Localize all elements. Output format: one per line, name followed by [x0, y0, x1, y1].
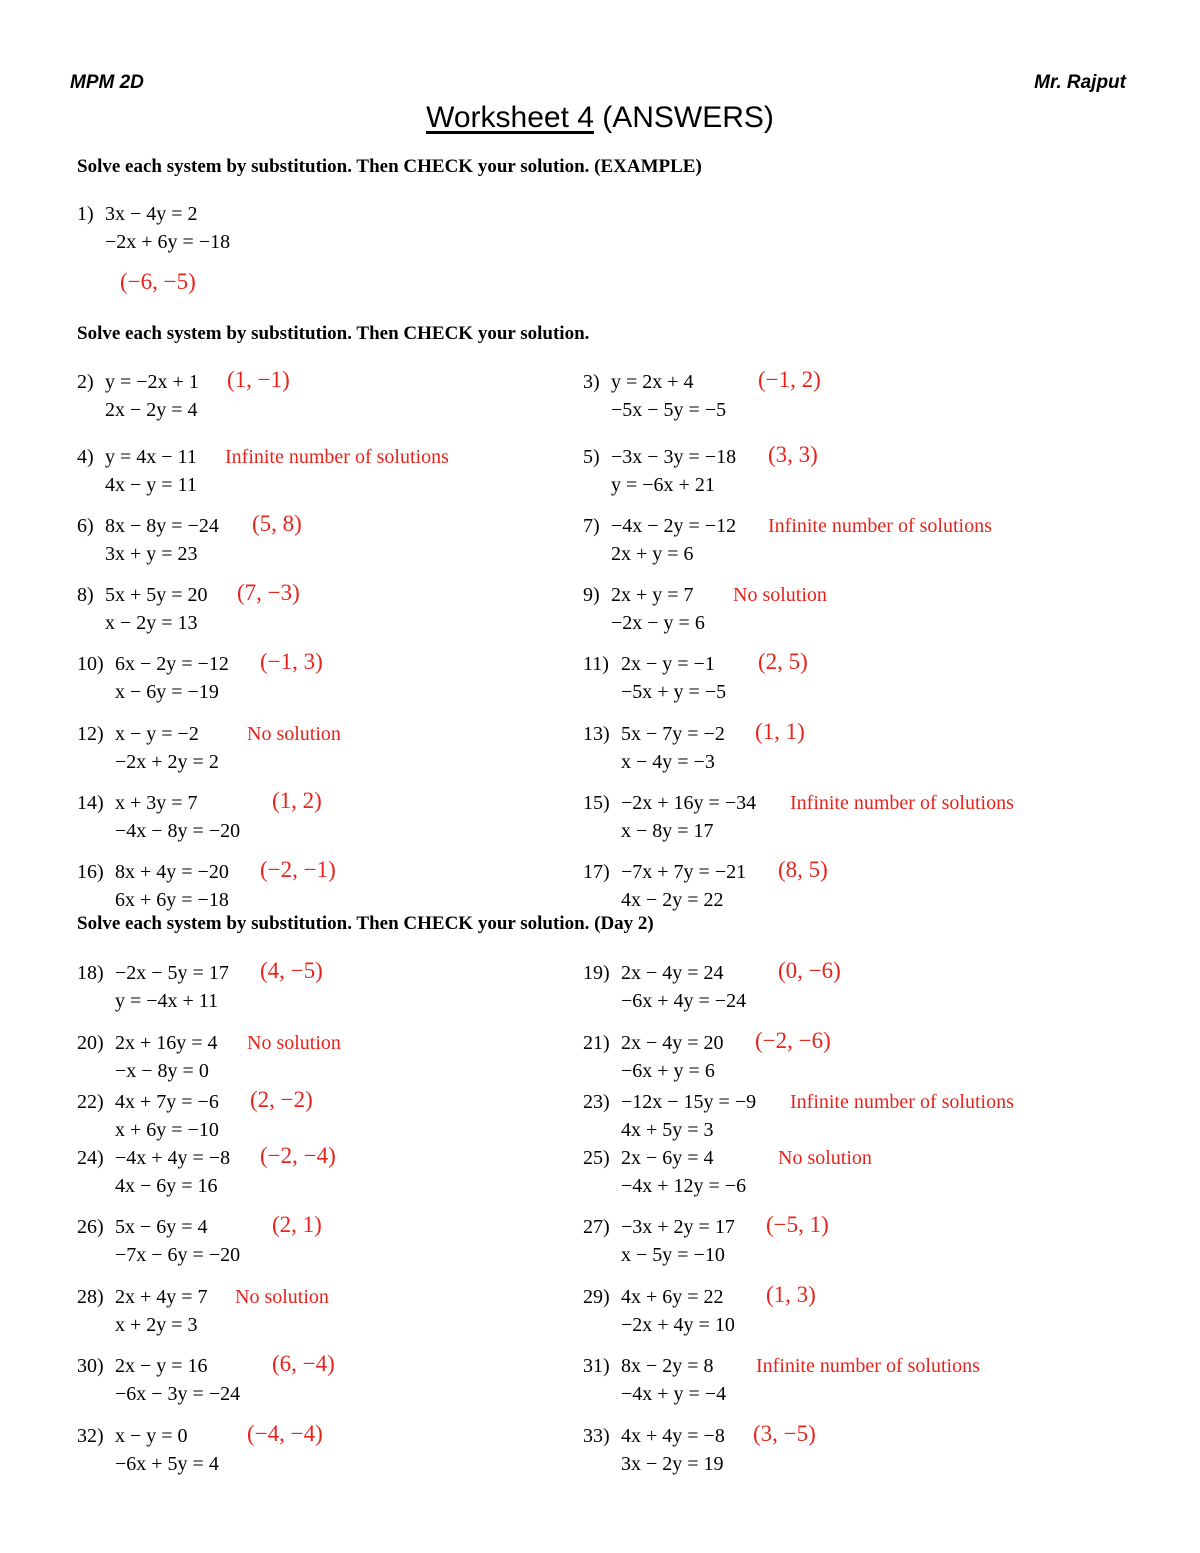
- answer-text: (1, 2): [272, 788, 322, 813]
- equation-2: 4x + 5y = 3: [621, 1119, 714, 1141]
- equation-2: x − 6y = −19: [115, 681, 219, 703]
- problem-number: 33): [583, 1425, 610, 1447]
- equation-2: 4x − y = 11: [105, 474, 197, 496]
- problem-item: [77, 512, 547, 570]
- equation-2: x − 4y = −3: [621, 751, 715, 773]
- answer-text: No solution: [778, 1147, 872, 1169]
- answer-text: Infinite number of solutions: [756, 1355, 980, 1377]
- equation-2: y = −6x + 21: [611, 474, 715, 496]
- equation-1: 2x − y = −1: [621, 653, 715, 675]
- problem-item: [77, 443, 547, 501]
- problem-item: [77, 1088, 547, 1146]
- equation-1: −3x − 3y = −18: [611, 446, 737, 468]
- equation-2: −4x + 12y = −6: [621, 1175, 747, 1197]
- equation-2: −6x + y = 6: [621, 1060, 715, 1082]
- equation-1: −2x + 16y = −34: [621, 792, 757, 814]
- problem-number: 28): [77, 1286, 104, 1308]
- answer-text: (0, −6): [778, 958, 841, 983]
- problem-number: 13): [583, 723, 610, 745]
- equation-1: −4x + 4y = −8: [115, 1147, 231, 1169]
- problem-item: [583, 1029, 1053, 1087]
- equation-1: 5x + 5y = 20: [105, 584, 208, 606]
- equation-1: 4x + 7y = −6: [115, 1091, 219, 1113]
- equation-2: 2x − 2y = 4: [105, 399, 198, 421]
- equation-1: −3x + 2y = 17: [621, 1216, 735, 1238]
- equation-2: −6x + 4y = −24: [621, 990, 747, 1012]
- equation-2: x − 2y = 13: [105, 612, 198, 634]
- equation-1: 2x − 4y = 20: [621, 1032, 724, 1054]
- equation-2: 2x + y = 6: [611, 543, 694, 565]
- problem-number: 15): [583, 792, 610, 814]
- answer-text: (1, 3): [766, 1282, 816, 1307]
- answer-text: (4, −5): [260, 958, 323, 983]
- answer-text: (−1, 2): [758, 367, 821, 392]
- answer-text: No solution: [733, 584, 827, 606]
- problem-item: [77, 581, 547, 639]
- equation-1: 2x − y = 16: [115, 1355, 208, 1377]
- answer-text: No solution: [247, 1032, 341, 1054]
- problem-number: 12): [77, 723, 104, 745]
- problem-item: [583, 1283, 1053, 1341]
- equation-2: x + 2y = 3: [115, 1314, 198, 1336]
- problem-number: 26): [77, 1216, 104, 1238]
- problem-item: [583, 789, 1053, 847]
- problem-number: 8): [77, 584, 94, 606]
- answer-text: (−5, 1): [766, 1212, 829, 1237]
- equation-1: 2x + y = 7: [611, 584, 694, 606]
- equation-1: x − y = −2: [115, 723, 199, 745]
- problem-number: 5): [583, 446, 600, 468]
- answer-text: (2, −2): [250, 1087, 313, 1112]
- equation-1: 2x − 6y = 4: [621, 1147, 714, 1169]
- equation-2: −6x − 3y = −24: [115, 1383, 241, 1405]
- problem-item: [77, 1422, 547, 1480]
- equation-1: y = 2x + 4: [611, 371, 694, 393]
- problem-item: [77, 720, 547, 778]
- problem-number: 29): [583, 1286, 610, 1308]
- example-answer: (−6, −5): [120, 269, 196, 294]
- problem-item: [77, 1029, 547, 1087]
- problem-number: 3): [583, 371, 600, 393]
- equation-2: 3x + y = 23: [105, 543, 198, 565]
- problem-item: [77, 858, 547, 916]
- title-main: Worksheet 4: [426, 101, 594, 134]
- equation-2: −4x − 8y = −20: [115, 820, 241, 842]
- equation-1: x + 3y = 7: [115, 792, 198, 814]
- answer-text: (3, 3): [768, 442, 818, 467]
- equation-2: x + 6y = −10: [115, 1119, 219, 1141]
- equation-1: −12x − 15y = −9: [621, 1091, 757, 1113]
- equation-2: −5x − 5y = −5: [611, 399, 727, 421]
- problem-number: 23): [583, 1091, 610, 1113]
- equation-1: 8x − 8y = −24: [105, 515, 219, 537]
- answer-text: (−4, −4): [247, 1421, 323, 1446]
- problem-number: 25): [583, 1147, 610, 1169]
- answer-text: No solution: [235, 1286, 329, 1308]
- equation-2: −5x + y = −5: [621, 681, 727, 703]
- problem-item: [583, 443, 1053, 501]
- equation-1: 2x − 4y = 24: [621, 962, 724, 984]
- problem-item: [583, 650, 1053, 708]
- problem-number: 14): [77, 792, 104, 814]
- answer-text: Infinite number of solutions: [790, 792, 1014, 814]
- answer-text: (3, −5): [753, 1421, 816, 1446]
- equation-2: x − 5y = −10: [621, 1244, 725, 1266]
- problem-item: [583, 581, 1053, 639]
- example-problem: [77, 200, 477, 260]
- equation-1: 5x − 6y = 4: [115, 1216, 208, 1238]
- equation-1: 2x + 4y = 7: [115, 1286, 208, 1308]
- problem-item: [77, 1352, 547, 1410]
- equation-2: −x − 8y = 0: [115, 1060, 209, 1082]
- problem-number: 19): [583, 962, 610, 984]
- equation-1: 8x + 4y = −20: [115, 861, 229, 883]
- equation-1: −7x + 7y = −21: [621, 861, 747, 883]
- problem-item: [77, 789, 547, 847]
- equation-1: 2x + 16y = 4: [115, 1032, 218, 1054]
- answer-text: (−2, −4): [260, 1143, 336, 1168]
- problem-number: 6): [77, 515, 94, 537]
- equation-1: 3x − 4y = 2: [105, 203, 198, 225]
- problem-item: [583, 959, 1053, 1017]
- instruction-part2: Solve each system by substitution. Then CHECK your solution. (Day 2): [77, 913, 654, 934]
- equation-1: y = 4x − 11: [105, 446, 197, 468]
- problem-item: [583, 1144, 1053, 1202]
- problem-item: [583, 1422, 1053, 1480]
- equation-2: 6x + 6y = −18: [115, 889, 229, 911]
- problem-number: 21): [583, 1032, 610, 1054]
- problem-number: 31): [583, 1355, 610, 1377]
- problem-number: 16): [77, 861, 104, 883]
- equation-2: −2x − y = 6: [611, 612, 705, 634]
- answer-text: (2, 1): [272, 1212, 322, 1237]
- problem-number: 24): [77, 1147, 104, 1169]
- problem-item: [77, 959, 547, 1017]
- problem-number: 30): [77, 1355, 104, 1377]
- answer-text: (5, 8): [252, 511, 302, 536]
- equation-2: −6x + 5y = 4: [115, 1453, 219, 1475]
- problem-number: 1): [77, 203, 94, 225]
- problem-item: [583, 858, 1053, 916]
- answer-text: (7, −3): [237, 580, 300, 605]
- equation-2: 3x − 2y = 19: [621, 1453, 724, 1475]
- answer-text: (−1, 3): [260, 649, 323, 674]
- answer-text: (1, 1): [755, 719, 805, 744]
- equation-2: 4x − 2y = 22: [621, 889, 724, 911]
- answer-text: (−2, −1): [260, 857, 336, 882]
- answer-text: (6, −4): [272, 1351, 335, 1376]
- answer-text: Infinite number of solutions: [790, 1091, 1014, 1113]
- equation-2: −7x − 6y = −20: [115, 1244, 241, 1266]
- equation-1: 4x + 4y = −8: [621, 1425, 725, 1447]
- equation-1: x − y = 0: [115, 1425, 188, 1447]
- problem-item: [77, 368, 547, 426]
- problem-item: [77, 1144, 547, 1202]
- problem-item: [77, 650, 547, 708]
- problem-number: 32): [77, 1425, 104, 1447]
- problem-number: 2): [77, 371, 94, 393]
- problem-item: [583, 1213, 1053, 1271]
- problem-number: 11): [583, 653, 609, 675]
- problem-item: [77, 1213, 547, 1271]
- answer-text: No solution: [247, 723, 341, 745]
- problem-item: [583, 1088, 1053, 1146]
- problem-number: 10): [77, 653, 104, 675]
- problem-item: [77, 1283, 547, 1341]
- equation-1: −2x − 5y = 17: [115, 962, 229, 984]
- problem-item: [583, 512, 1053, 570]
- equation-1: 8x − 2y = 8: [621, 1355, 714, 1377]
- equation-2: −2x + 6y = −18: [105, 231, 231, 253]
- course-code: MPM 2D: [70, 72, 144, 93]
- instruction-part1: Solve each system by substitution. Then CHECK your solution.: [77, 323, 590, 344]
- answer-text: (8, 5): [778, 857, 828, 882]
- page-title: [0, 101, 1200, 135]
- equation-1: −4x − 2y = −12: [611, 515, 737, 537]
- problem-number: 9): [583, 584, 600, 606]
- problem-number: 27): [583, 1216, 610, 1238]
- problem-item: [583, 1352, 1053, 1410]
- problem-item: [583, 720, 1053, 778]
- answer-text: (−2, −6): [755, 1028, 831, 1053]
- equation-2: x − 8y = 17: [621, 820, 714, 842]
- teacher-name: Mr. Rajput: [1034, 72, 1126, 93]
- answer-text: (1, −1): [227, 367, 290, 392]
- answer-text: (2, 5): [758, 649, 808, 674]
- instruction-example: Solve each system by substitution. Then CHECK your solution. (EXAMPLE): [77, 156, 702, 177]
- problem-number: 22): [77, 1091, 104, 1113]
- equation-2: −4x + y = −4: [621, 1383, 727, 1405]
- problem-number: 7): [583, 515, 600, 537]
- equation-2: −2x + 4y = 10: [621, 1314, 735, 1336]
- problem-item: [583, 368, 1053, 426]
- answer-text: Infinite number of solutions: [225, 446, 449, 468]
- answer-text: Infinite number of solutions: [768, 515, 992, 537]
- title-suffix: (ANSWERS): [593, 101, 774, 134]
- equation-1: 5x − 7y = −2: [621, 723, 725, 745]
- problem-number: 18): [77, 962, 104, 984]
- equation-2: 4x − 6y = 16: [115, 1175, 218, 1197]
- problem-number: 20): [77, 1032, 104, 1054]
- equation-1: y = −2x + 1: [105, 371, 199, 393]
- equation-2: y = −4x + 11: [115, 990, 219, 1012]
- problem-number: 4): [77, 446, 94, 468]
- problem-number: 17): [583, 861, 610, 883]
- equation-1: 6x − 2y = −12: [115, 653, 229, 675]
- equation-1: 4x + 6y = 22: [621, 1286, 724, 1308]
- equation-2: −2x + 2y = 2: [115, 751, 219, 773]
